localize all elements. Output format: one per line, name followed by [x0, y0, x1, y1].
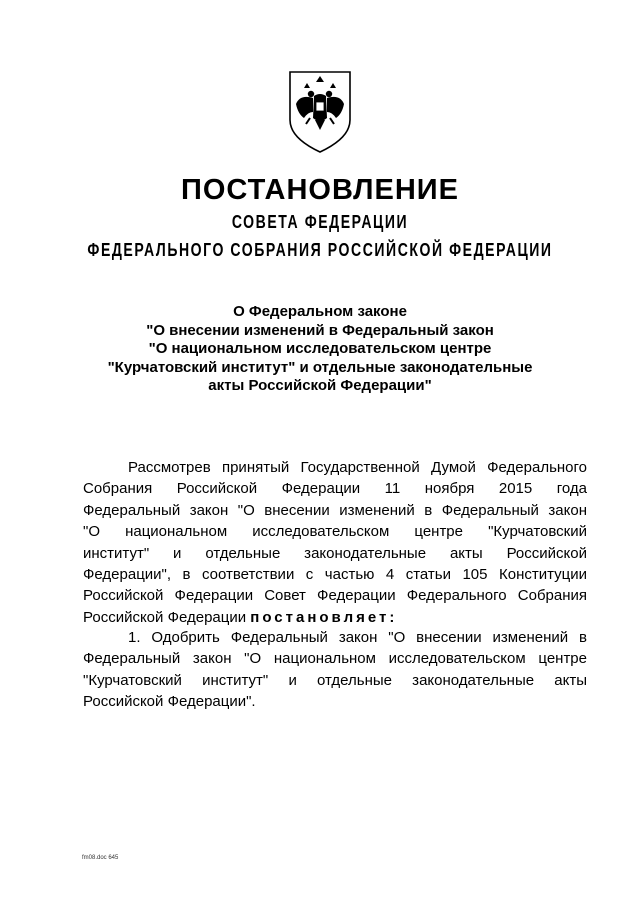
- subject-line: "Курчатовский институт" и отдельные законодательные: [107, 358, 533, 376]
- document-title: ПОСТАНОВЛЕНИЕ: [181, 174, 459, 206]
- paragraph-1: [83, 457, 587, 628]
- subject-line: акты Российской Федерации": [208, 377, 432, 395]
- issuer-line-1: СОВЕТА ФЕДЕРАЦИИ: [231, 212, 409, 232]
- subject-line: О Федеральном законе: [233, 303, 407, 320]
- body-line: Собрания Российской Федерации 11 ноября 2015 года: [83, 480, 587, 498]
- body-line-last: [83, 607, 587, 628]
- subject-line: "О внесении изменений в Федеральный закон: [146, 321, 494, 339]
- subject-heading: [100, 303, 540, 396]
- body-line: Федерации", в соответствии с частью 4 статьи 105 Конституции: [83, 566, 587, 584]
- body-line: институт" и отдельные законодательные акты Российской: [83, 544, 587, 562]
- body-line: Федеральный закон "О национальном исследовательском центре: [83, 650, 587, 668]
- body-line: "О национальном исследовательском центре "Курчатовский: [83, 523, 587, 541]
- body-line: 1. Одобрить Федеральный закон "О внесении изменений в: [128, 629, 587, 646]
- file-reference: fm08.doc 645: [82, 855, 119, 861]
- body-line: Российской Федерации Совет Федерации Федерального Собрания: [83, 587, 587, 605]
- body-line: Российской Федерации".: [83, 693, 256, 711]
- body-line: Федеральный закон "О внесении изменений в Федеральный закон: [83, 501, 587, 519]
- body-line: Рассмотрев принятый Государственной Думой Федерального: [128, 459, 587, 476]
- body-line: "Курчатовский институт" и отдельные законодательные акты: [83, 671, 587, 689]
- resolution-verb: постановляет:: [250, 608, 398, 626]
- issuer-line-2: ФЕДЕРАЛЬНОГО СОБРАНИЯ РОССИЙСКОЙ ФЕДЕРАЦИИ: [87, 240, 553, 260]
- russian-coat-of-arms-icon: [286, 68, 354, 156]
- paragraph-2: [83, 627, 587, 713]
- subject-line: "О национальном исследовательском центре: [148, 340, 492, 358]
- body-line-prefix: Российской Федерации: [83, 608, 251, 626]
